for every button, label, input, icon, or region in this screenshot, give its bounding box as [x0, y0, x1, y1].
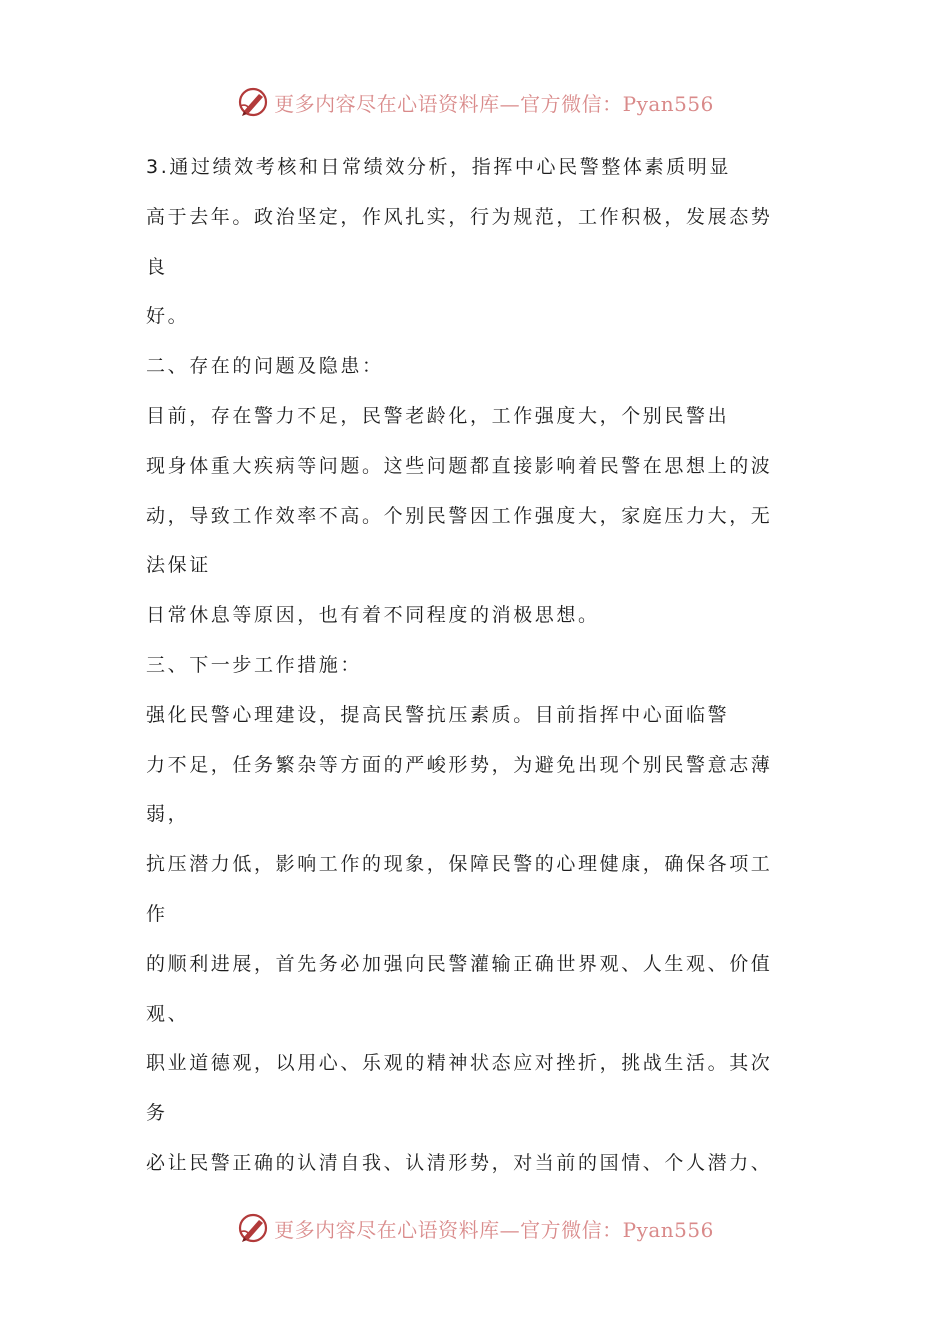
body-line: 职业道德观，以用心、乐观的精神状态应对挫折，挑战生活。其次: [146, 1052, 773, 1075]
body-line: 日常休息等原因，也有着不同程度的消极思想。: [146, 604, 600, 627]
body-line: 观、: [146, 1002, 190, 1025]
header-watermark: [0, 82, 950, 122]
body-line: 弱，: [146, 803, 190, 826]
document-body: [146, 143, 816, 1189]
body-line: 的顺利进展，首先务必加强向民警灌输正确世界观、人生观、价值: [146, 952, 773, 975]
body-line: 3.通过绩效考核和日常绩效分析，指挥中心民警整体素质明显: [146, 156, 731, 178]
body-line: 必让民警正确的认清自我、认清形势，对当前的国情、个人潜力、: [146, 1151, 773, 1174]
footer-watermark-text: 更多内容尽在心语资料库—官方微信：Pyan556: [274, 1217, 714, 1242]
pen-logo-icon: [236, 1211, 270, 1245]
body-line: 法保证: [146, 554, 211, 577]
body-line: 作: [146, 902, 168, 925]
section-heading: 二、存在的问题及隐患：: [146, 355, 384, 378]
body-line: 现身体重大疾病等问题。这些问题都直接影响着民警在思想上的波: [146, 454, 773, 477]
footer-watermark: [0, 1208, 950, 1248]
body-line: 好。: [146, 305, 190, 328]
body-line: 抗压潜力低，影响工作的现象，保障民警的心理健康，确保各项工: [146, 853, 773, 876]
body-line: 务: [146, 1102, 168, 1125]
pen-logo-icon: [236, 85, 270, 119]
body-line: 良: [146, 255, 168, 278]
body-line: 目前，存在警力不足，民警老龄化，工作强度大，个别民警出: [146, 404, 730, 427]
header-watermark-text: 更多内容尽在心语资料库—官方微信：Pyan556: [274, 91, 714, 116]
body-line: 力不足，任务繁杂等方面的严峻形势，为避免出现个别民警意志薄: [146, 753, 773, 776]
body-line: 动，导致工作效率不高。个别民警因工作强度大，家庭压力大，无: [146, 504, 773, 527]
body-line: 强化民警心理建设，提高民警抗压素质。目前指挥中心面临警: [146, 703, 730, 726]
body-line: 高于去年。政治坚定，作风扎实，行为规范，工作积极，发展态势: [146, 205, 773, 228]
section-heading: 三、下一步工作措施：: [146, 653, 363, 676]
